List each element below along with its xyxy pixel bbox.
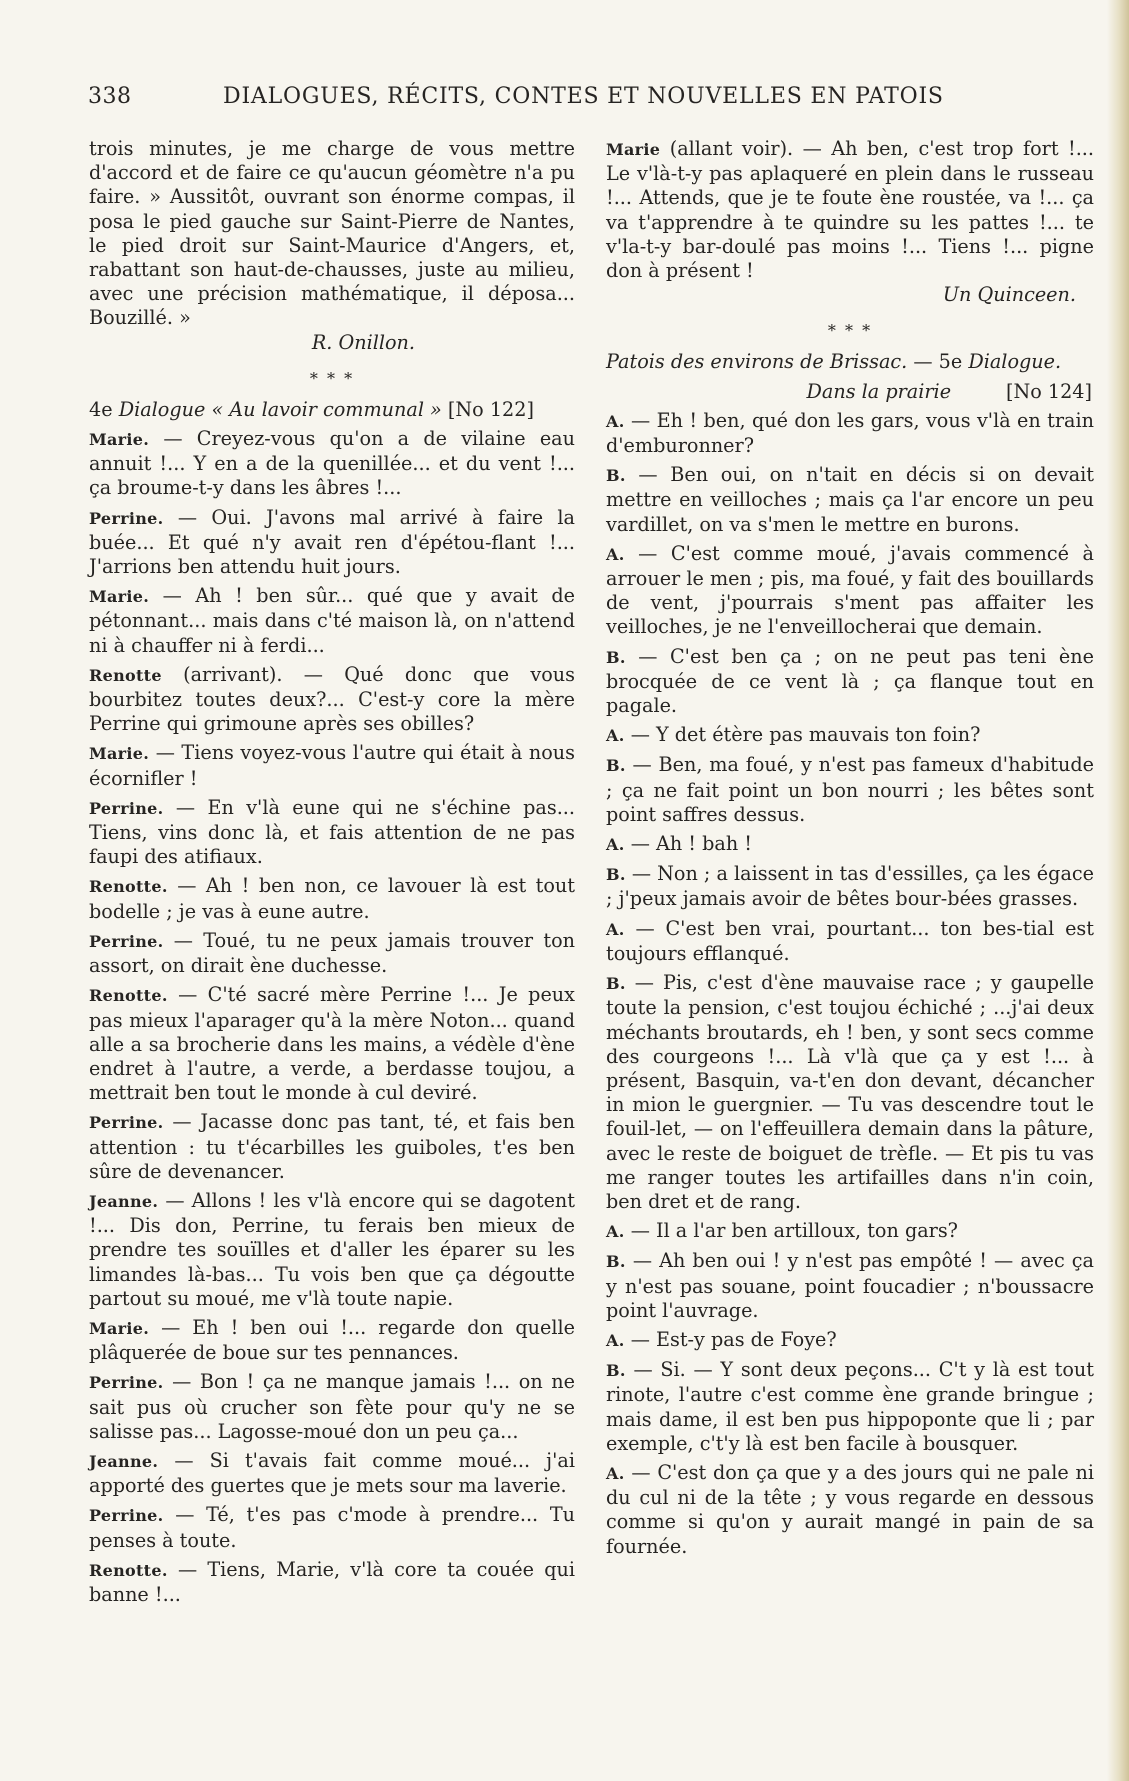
line-text: — Ben oui, on n'tait en décis si on devait mettre en veilloches ; mais ça l'ar encore un peu vardillet, on va s'men le mettre en burons. xyxy=(606,463,1094,536)
speaker-name: B. xyxy=(606,647,626,667)
speaker-name: A. xyxy=(606,1222,625,1242)
line-text: — C'est don ça que y a des jours qui ne pale ni du cul ni de la tête ; y vous regarde en dessous comme si qu'on y aurait mangé in pain de sa fournée. xyxy=(606,1460,1094,1558)
speaker-name: Renotte. xyxy=(89,1560,168,1580)
line-text: — Allons ! les v'là encore qui se dagotent !... Dis don, Perrine, tu ferais ben mieux de prendre tes souïlles et d'aller les éparer su les limandes là-bas... Tu vois ben que ça dégoutte partout su moué, me v'là toute napie. xyxy=(89,1188,575,1310)
dialogue-line xyxy=(606,1219,1094,1244)
dialogue-region: Patois des environs de Brissac. xyxy=(606,350,908,374)
speaker-name: Perrine. xyxy=(89,1113,164,1133)
dialogue-line xyxy=(89,1449,575,1498)
line-text: — Jacasse donc pas tant, té, et fais ben attention : tu t'écarbilles les guiboles, t'es ben sûre de devenancer. xyxy=(89,1110,576,1183)
speaker-name: Jeanne. xyxy=(89,1451,159,1471)
speaker-name: A. xyxy=(606,1463,625,1483)
speaker-name: B. xyxy=(606,865,626,885)
dialogue-label: Dialogue. xyxy=(968,350,1062,374)
speaker-name: Jeanne. xyxy=(89,1191,159,1211)
line-text: — Creyez-vous qu'on a de vilaine eau annuit !... Y en a de la quenillée... et du vent !... ça broume-t-y dans les âbres !... xyxy=(89,427,575,500)
signature: Un Quinceen. xyxy=(942,283,1076,307)
dialogue-line xyxy=(606,409,1094,458)
speaker-name: B. xyxy=(606,1252,626,1272)
speaker-name: A. xyxy=(606,411,625,431)
dialogue-line xyxy=(89,1189,575,1311)
speaker-name: Marie. xyxy=(89,430,150,450)
dialogue-number: [No 122] xyxy=(447,397,534,421)
separator-stars: * * * xyxy=(309,368,355,388)
dialogue-line xyxy=(89,427,575,501)
dialogue-label: Dialogue xyxy=(118,397,206,421)
dialogue-line xyxy=(89,1558,575,1607)
dialogue-line xyxy=(606,917,1094,966)
speaker-name: Marie. xyxy=(89,587,150,607)
line-text: — Ben, ma foué, y n'est pas fameux d'habitude ; ça ne fait point un bon nourri ; les bêtes sont point saffres dessus. xyxy=(606,753,1094,826)
speaker-name: B. xyxy=(606,466,626,486)
speaker-name: Perrine. xyxy=(89,508,164,528)
dialogue-subtitle xyxy=(606,380,1094,404)
dialogue-number: [No 124] xyxy=(1005,379,1092,403)
line-text: — Eh ! ben, qué don les gars, vous v'là en train d'emburonner? xyxy=(606,408,1094,458)
dialogue-line xyxy=(606,753,1094,827)
line-text: — Non ; a laissent in tas d'essilles, ça les égace ; j'peux jamais avoir de bêtes bour-bées grasses. xyxy=(606,862,1094,911)
dialogue-line xyxy=(89,1370,575,1444)
speaker-name: B. xyxy=(606,974,626,994)
dialogue-line xyxy=(89,1316,575,1365)
dialogue-line xyxy=(89,1110,575,1184)
dialogue-ordinal: 5e xyxy=(938,350,963,374)
dialogue-line xyxy=(606,971,1094,1214)
speaker-name: Renotte. xyxy=(89,986,168,1006)
line-text: — Pis, c'est d'ène mauvaise race ; y gaupelle toute la pension, c'est toujou échiché ; ...j'ai deux méchants broutards, eh ! ben, y sont secs comme des courgeons !... Là v'là que ça y est !... à présent, Basquin, va-t'en don devant, décancher in mion le guergnier. — Tu vas descendre tout le fouil-let, — on l'effeuillera demain dans la pâture, avec le reste de boiguet de trèfle. — Et pis tu vas me ranger toutes les artifailles dans n'in coin, ben dret et de rang. xyxy=(606,971,1094,1213)
dialogue-lines xyxy=(89,427,575,1607)
speaker-name: A. xyxy=(606,544,625,564)
line-text: — Y det étère pas mauvais ton foin? xyxy=(630,723,981,747)
line-text: — Est-y pas de Foye? xyxy=(630,1327,837,1351)
line-text: — Ah ! ben sûr... qué que y avait de pétonnant... mais dans c'té maison là, on n'attend ni à chauffer ni à ferdi... xyxy=(89,584,575,657)
line-text: — En v'là eune qui ne s'échine pas... Tiens, vins donc là, et fais attention de ne pas faupi des atifiaux. xyxy=(89,795,575,869)
section-separator xyxy=(89,368,575,388)
dialogue-line xyxy=(89,929,575,978)
page-number: 338 xyxy=(88,84,132,109)
dialogue-title xyxy=(89,398,575,422)
speaker-name: Perrine. xyxy=(89,798,164,818)
signature: R. Onillon. xyxy=(311,330,415,354)
line-text: — Si t'avais fait comme moué... j'ai apporté des guertes que je mets sour ma laverie. xyxy=(89,1448,575,1498)
line-text: — Ah ! ben non, ce lavouer là est tout bodelle ; je vas à eune autre. xyxy=(89,874,576,923)
line-text: (arrivant). — Qué donc que vous bourbitez toutes deux?... C'est-y core la mère Perrine qui grimoune après ses obilles? xyxy=(89,662,575,736)
left-column xyxy=(89,137,575,1612)
speaker-name: Perrine. xyxy=(89,931,164,951)
speaker-name: B. xyxy=(606,1361,626,1381)
speaker-name: Marie. xyxy=(89,1318,150,1338)
dialogue-line xyxy=(606,645,1094,719)
dialogue-line xyxy=(606,723,1094,748)
dialogue-line xyxy=(606,1358,1094,1456)
speaker-name: Renotte xyxy=(89,665,162,685)
line-text: — Tiens voyez-vous l'autre qui était à nous écornifler ! xyxy=(89,741,576,790)
speaker-name: Perrine. xyxy=(89,1506,164,1526)
line-text: — Oui. J'avons mal arrivé à faire la buée... Et qué n'y avait ren d'épétou-flant !... J'arrions ben attendu huit jours. xyxy=(89,505,575,579)
line-text: — Tiens, Marie, v'là core ta couée qui banne !... xyxy=(89,1557,575,1606)
line-text: — Il a l'ar ben artilloux, ton gars? xyxy=(630,1219,958,1243)
line-text: (allant voir). — Ah ben, c'est trop fort !... Le v'là-t-y pas aplaqueré en plein dans le russeau !... Attends, que je te foute ène roustée, va !... ça va t'apprendre à te quindre su les pattes !... te v'la-t-y bar-doulé pas moins !... Tiens !... pigne don à présent ! xyxy=(606,137,1094,283)
speaker-name: A. xyxy=(606,919,625,939)
speaker-name: Renotte. xyxy=(89,877,168,897)
running-title: DIALOGUES, RÉCITS, CONTES ET NOUVELLES EN PATOIS xyxy=(223,84,944,109)
separator-stars: * * * xyxy=(827,321,873,341)
line-text: — Bon ! ça ne manque jamais !... on ne sait pus où crucher son fète pour qu'y ne se salisse pas... Lagosse-moué don un peu ça... xyxy=(89,1370,575,1443)
line-text: — Té, t'es pas c'mode à prendre... Tu penses à toute. xyxy=(89,1503,575,1552)
dialogue-line xyxy=(606,832,1094,857)
line-text: — Toué, tu ne peux jamais trouver ton assort, on dirait ène duchesse. xyxy=(89,928,575,978)
line-text: — C'est ben vrai, pourtant... ton bes-tial est toujours efflanqué. xyxy=(606,916,1094,965)
line-text: — C'est ben ça ; on ne peut pas teni ène brocquée de ce vent là ; ça flanque tout en pagale. xyxy=(606,644,1094,718)
speaker-name: B. xyxy=(606,756,626,776)
line-text: — Eh ! ben oui !... regarde don quelle plâquerée de boue sur tes pennances. xyxy=(89,1315,575,1365)
dialogue-title: Patois des environs de Brissac. — 5e Dialogue. xyxy=(606,350,1062,374)
dialogue-line xyxy=(89,874,575,923)
right-column xyxy=(606,137,1094,1564)
line-text: — Ah ben oui ! y n'est pas empôté ! — avec ça y n'est pas souane, point foucadier ; n'boussacre point l'auvrage. xyxy=(606,1249,1094,1322)
dialogue-line xyxy=(89,506,575,580)
line-text: — C'té sacré mère Perrine !... Je peux pas mieux l'aparager qu'à la mère Noton... quand alle a sa brocherie dans les mains, a védèle d'ène endret à l'autre, a verde, a berdasse toujou, a mettrait ben tout le monde à cul deviré. xyxy=(89,983,575,1105)
intro-paragraph: trois minutes, je me charge de vous mettre d'accord et de faire ce qu'aucun géomètre n'a pu faire. » Aussitôt, ouvrant son énorme compas, il posa le pied gauche sur Saint-Pierre de Nantes, le pied droit sur Saint-Maurice d'Angers, et, rabattant son haut-de-chausses, juste au milieu, avec une précision mathématique, il déposa... Bouzillé. » xyxy=(89,137,575,330)
dialogue-line xyxy=(606,463,1094,537)
dialogue-line xyxy=(606,137,1094,283)
speaker-name: Perrine. xyxy=(89,1373,164,1393)
dialogue-line xyxy=(89,741,575,790)
dialogue-line xyxy=(606,1249,1094,1323)
dialogue-name: Dans la prairie xyxy=(806,379,952,403)
dialogue-line xyxy=(89,663,575,737)
dialogue-name: « Au lavoir communal » xyxy=(211,397,442,421)
dialogue-line xyxy=(606,1461,1094,1559)
speaker-name: A. xyxy=(606,1330,625,1350)
dialogue-line xyxy=(606,542,1094,640)
dialogue-line xyxy=(89,584,575,658)
speaker-name: Marie xyxy=(606,140,661,159)
dialogue-line xyxy=(89,796,575,870)
speaker-name: A. xyxy=(606,835,625,855)
speaker-name: A. xyxy=(606,726,625,746)
dialogue-lines xyxy=(606,409,1094,1559)
page-edge xyxy=(1107,0,1129,1781)
line-text: — C'est comme moué, j'avais commencé à arrouer le men ; pis, ma foué, y fait des bouillards de vent, j'pourrais s'ment pas affaiter les veilloches, je ne l'enveillocherai que demain. xyxy=(606,541,1094,639)
line-text: — Si. — Y sont deux peçons... C't y là est tout rinote, l'autre c'est comme ène grande bringue ; mais dame, il est ben pus hippoponte que li ; par exemple, c't'y là est ben facile à bousquer. xyxy=(606,1358,1095,1455)
dialogue-line xyxy=(606,1328,1094,1353)
speaker-name: Marie. xyxy=(89,744,150,764)
dialogue-line xyxy=(606,862,1094,911)
line-text: — Ah ! bah ! xyxy=(630,832,753,856)
dialogue-line xyxy=(89,983,575,1105)
section-separator xyxy=(606,321,1094,341)
dialogue-line xyxy=(89,1503,575,1552)
dialogue-ordinal: 4e xyxy=(89,397,113,421)
